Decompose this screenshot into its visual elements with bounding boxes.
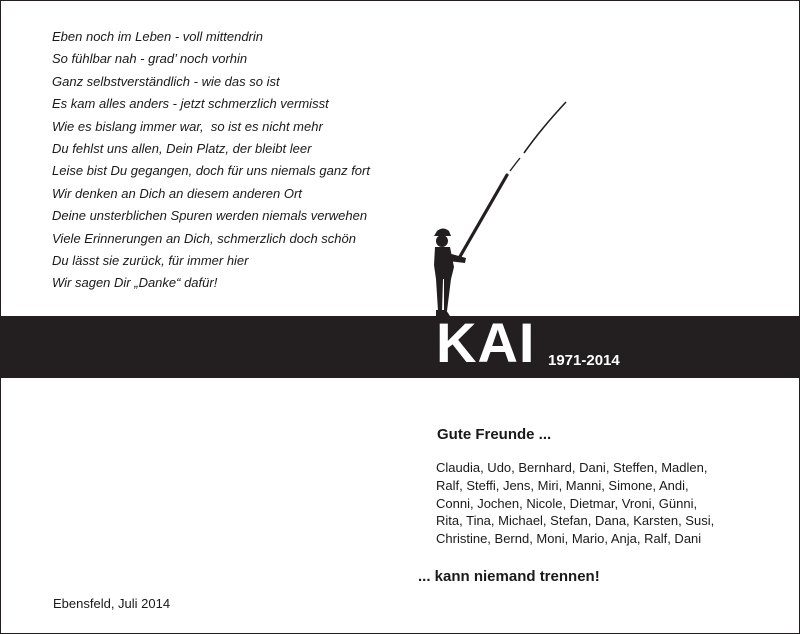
poem-line: Viele Erinnerungen an Dich, schmerzlich doch schön xyxy=(52,230,356,246)
poem-line: Wir sagen Dir „Danke“ dafür! xyxy=(52,275,218,291)
friends-heading: Gute Freunde ... xyxy=(437,426,552,443)
deceased-name: KAI xyxy=(436,311,536,374)
poem-line: Deine unsterblichen Spuren werden niemals verwehen xyxy=(52,208,368,224)
poem-line: Leise bist Du gegangen, doch für uns niemals ganz fort xyxy=(52,163,370,179)
friends-line: Conni, Jochen, Nicole, Dietmar, Vroni, Günni, xyxy=(436,495,698,511)
closing-line: ... kann niemand trennen! xyxy=(418,568,600,585)
angler-silhouette-icon xyxy=(420,95,580,320)
friends-line: Claudia, Udo, Bernhard, Dani, Steffen, Madlen, xyxy=(436,460,708,475)
poem-line: Du lässt sie zurück, für immer hier xyxy=(52,252,249,268)
memorial-poem xyxy=(52,26,370,295)
place-date: Ebensfeld, Juli 2014 xyxy=(53,596,171,611)
life-years: 1971-2014 xyxy=(548,352,620,369)
poem-line: Wir denken an Dich an diesem anderen Ort xyxy=(52,185,302,201)
friends-line: Christine, Bernd, Moni, Mario, Anja, Ralf, Dani xyxy=(436,531,702,547)
name-band xyxy=(0,316,800,378)
poem-line: Ganz selbstverständlich - wie das so ist xyxy=(52,73,280,89)
friends-line: Ralf, Steffi, Jens, Miri, Manni, Simone, Andi, xyxy=(436,477,689,493)
poem-line: So fühlbar nah - grad’ noch vorhin xyxy=(52,51,248,67)
poem-line: Eben noch im Leben - voll mittendrin xyxy=(52,29,264,44)
poem-line: Wie es bislang immer war, so ist es nicht mehr xyxy=(52,118,323,134)
poem-line: Es kam alles anders - jetzt schmerzlich vermisst xyxy=(52,96,329,112)
poem-line: Du fehlst uns allen, Dein Platz, der bleibt leer xyxy=(52,140,312,156)
friends-line: Rita, Tina, Michael, Stefan, Dana, Karsten, Susi, xyxy=(436,513,715,529)
friends-list xyxy=(436,459,714,548)
